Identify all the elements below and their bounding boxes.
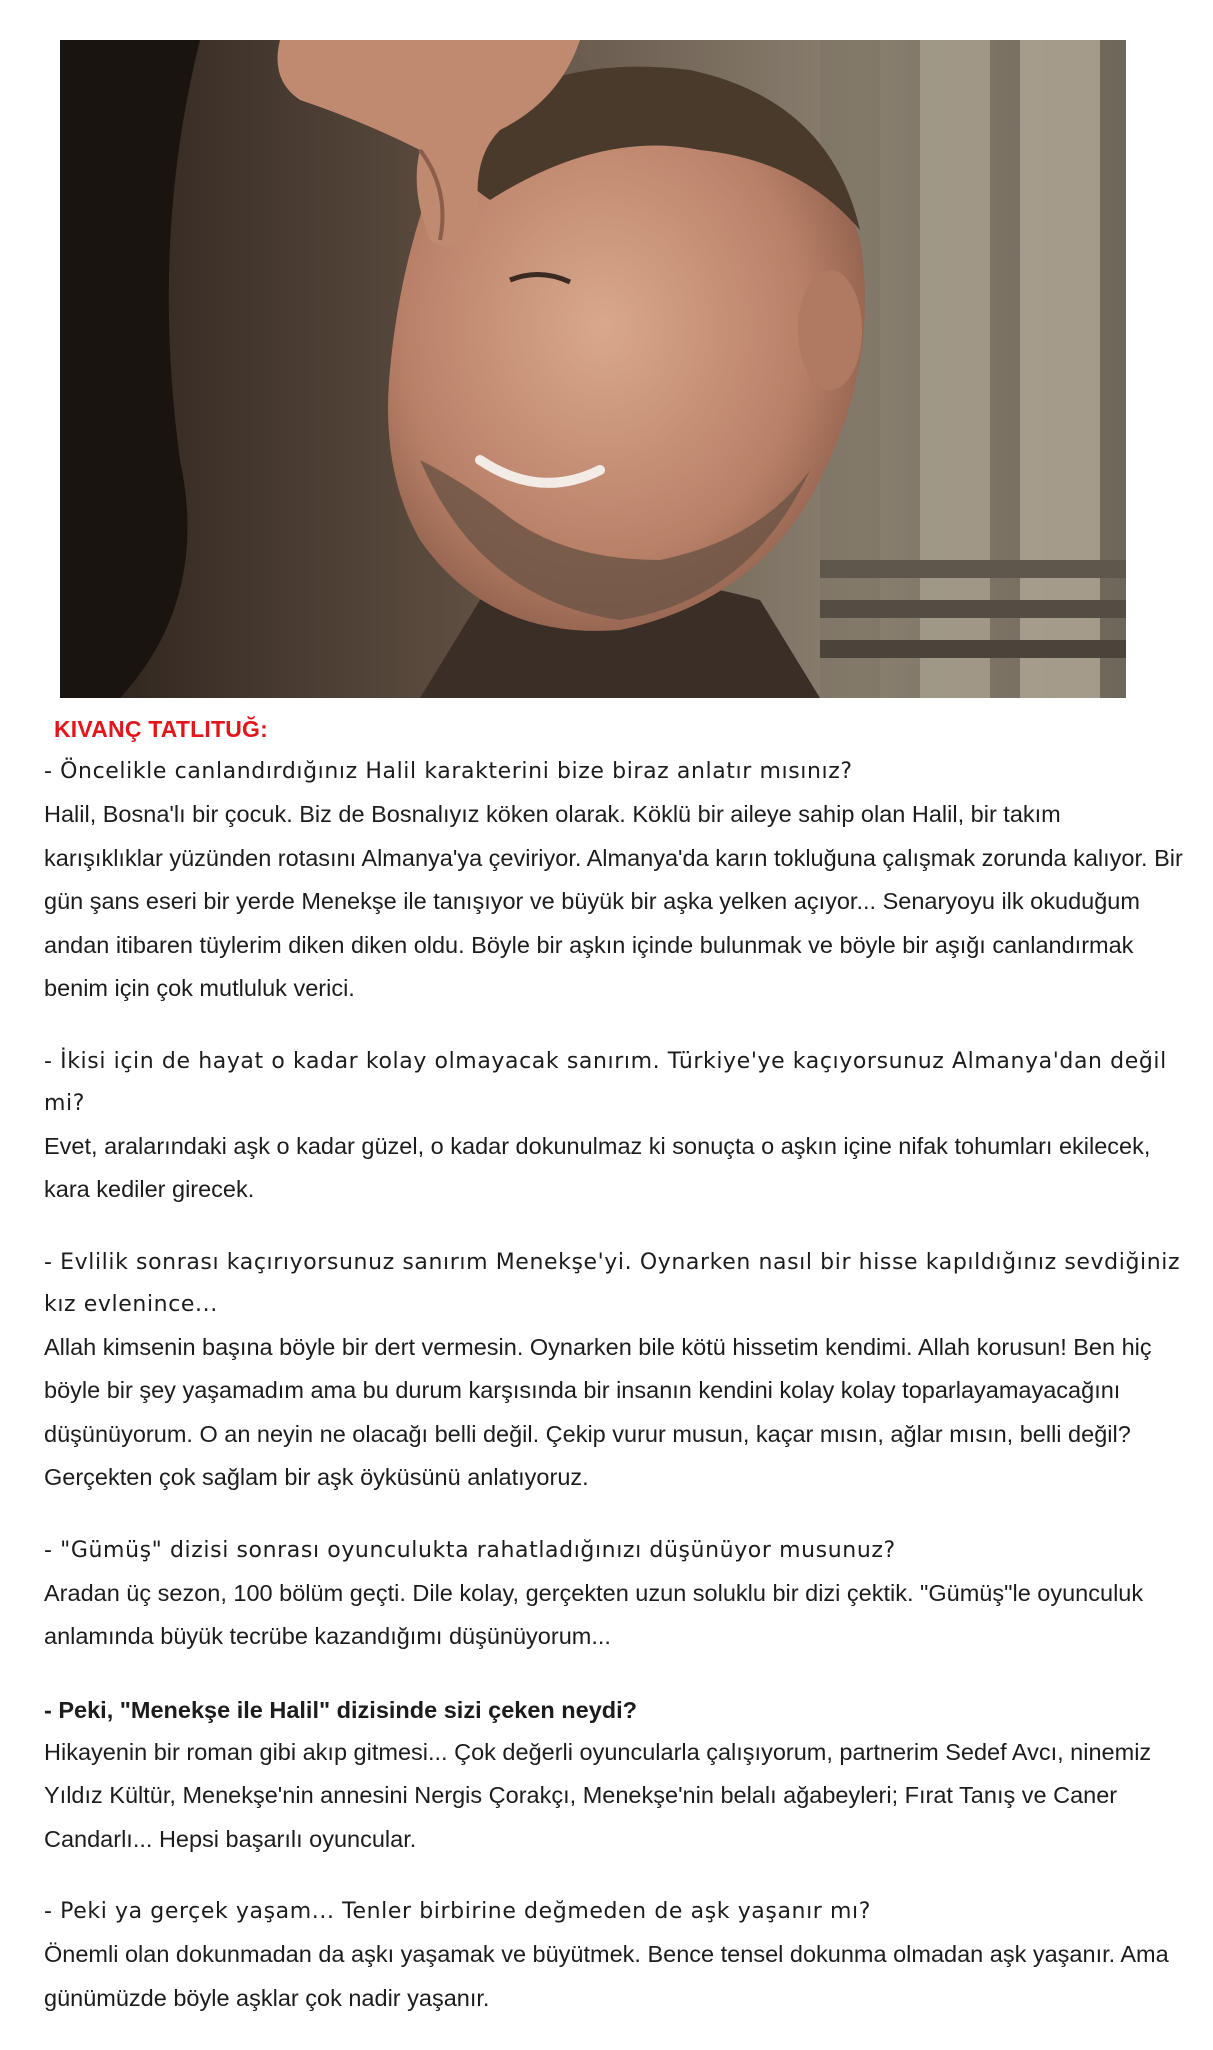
answer: Evet, aralarındaki aşk o kadar güzel, o kadar dokunulmaz ki sonuçta o aşkın içine nifak tohumları ekilecek, kara kediler girecek. <box>44 1132 1151 1202</box>
interview-photo <box>60 40 1126 698</box>
interviewee-name: KIVANÇ TATLITUĞ: <box>54 716 268 742</box>
question: - Evlilik sonrası kaçırıyorsunuz sanırım Menekşe'yi. Oynarken nasıl bir hisse kapıldığınız sevdiğiniz kız evlenince... <box>44 1249 1181 1317</box>
question: - Peki ya gerçek yaşam... Tenler birbirine değmeden de aşk yaşanır mı? <box>44 1899 872 1924</box>
answer: Aradan üç sezon, 100 bölüm geçti. Dile kolay, gerçekten uzun soluklu bir dizi çektik. "Gümüş"le oyunculuk anlamında büyük tecrübe kazandığımı düşünüyorum... <box>44 1579 1144 1649</box>
question: - Peki, "Menekşe ile Halil" dizisinde sizi çeken neydi? <box>44 1696 638 1723</box>
interview-content <box>44 716 1184 2050</box>
qa-block <box>44 1041 1184 1212</box>
answer: Halil, Bosna'lı bir çocuk. Biz de Bosnalıyız köken olarak. Köklü bir aileye sahip olan Halil, bir takım karışıklıklar yüzünden rotasını Almanya'ya çeviriyor. Almanya'da karın tokluğuna çalışmak zorunda kalıyor. Bir gün şans eseri bir yerde Menekşe ile tanışıyor ve büyük bir aşka yelken açıyor... Senaryoyu ilk okuduğum andan itibaren tüylerim diken diken oldu. Böyle bir aşkın içinde bulunmak ve böyle bir aşığı canlandırmak benim için çok mutluluk verici. <box>44 801 1183 1001</box>
answer: Önemli olan dokunmadan da aşkı yaşamak ve büyütmek. Bence tensel dokunma olmadan aşk yaşanır. Ama günümüzde böyle aşklar çok nadir yaşanır. <box>44 1941 1169 2011</box>
question: - "Gümüş" dizisi sonrası oyunculukta rahatladığınızı düşünüyor musunuz? <box>44 1537 896 1563</box>
qa-block <box>44 1530 1184 1659</box>
portrait-illustration <box>60 40 1126 698</box>
qa-block <box>44 1242 1184 1500</box>
qa-block <box>44 751 1184 1011</box>
question: - İkisi için de hayat o kadar kolay olmayacak sanırım. Türkiye'ye kaçıyorsunuz Almanya'dan değil mi? <box>44 1048 1167 1116</box>
question: - Öncelikle canlandırdığınız Halil karakterini bize biraz anlatır mısınız? <box>44 759 853 784</box>
answer: Allah kimsenin başına böyle bir dert vermesin. Oynarken bile kötü hissetim kendimi. Allah korusun! Ben hiç böyle bir şey yaşamadım ama bu durum karşısında bir insanın kendini kolay kolay toparlayamayacağını düşünüyorum. O an neyin ne olacağı belli değil. Çekip vurur musun, kaçar mısın, ağlar mısın, belli değil? Gerçekten çok sağlam bir aşk öyküsünü anlatıyoruz. <box>44 1333 1152 1490</box>
qa-block <box>44 1689 1184 1862</box>
qa-block <box>44 1891 1184 2020</box>
answer: Hikayenin bir roman gibi akıp gitmesi... Çok değerli oyuncularla çalışıyorum, partnerim Sedef Avcı, ninemiz Yıldız Kültür, Menekşe'nin annesini Nergis Çorakçı, Menekşe'nin belalı ağabeyleri; Fırat Tanış ve Caner Candarlı... Hepsi başarılı oyuncular. <box>44 1738 1152 1852</box>
